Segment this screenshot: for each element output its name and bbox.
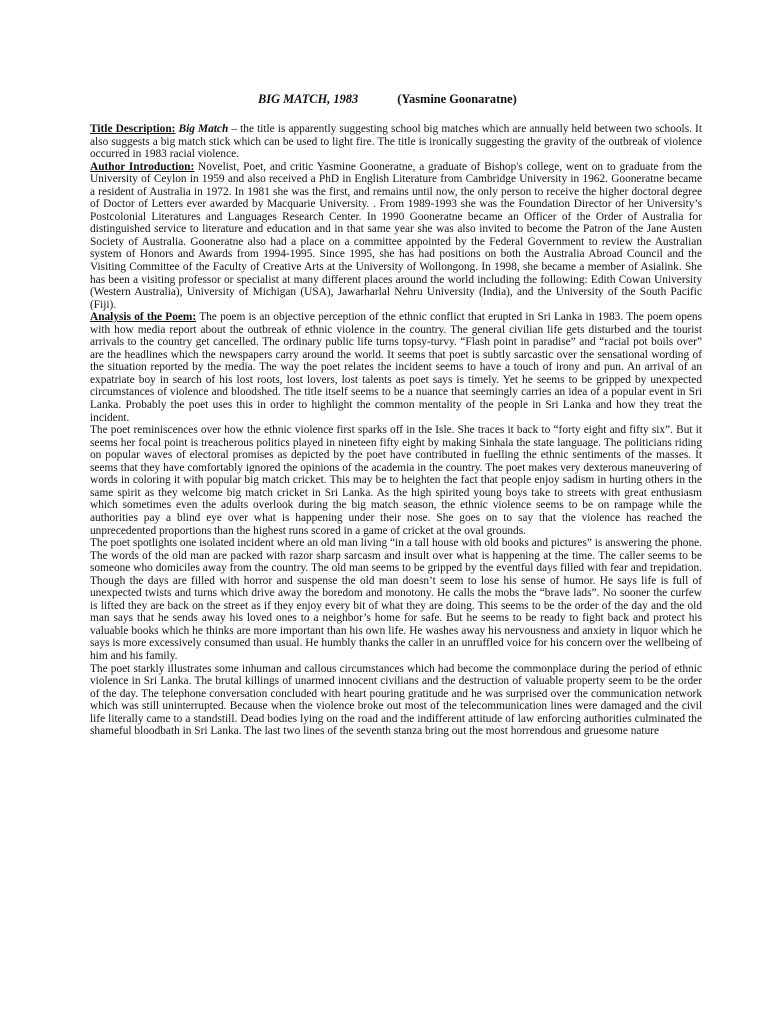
body-paragraph: The poet spotlights one isolated incident where an old man living “in a tall house with old books and pictures” is answering the phone. The words of the old man are packed with razor sharp sarcasm and insult over what is happening at the time. The caller seems to be someone who domiciles away from the country. The old man seems to be gripped by the eventful days filled with fear and trepidation. Though the days are filled with horror and suspense the old man doesn’t seem to lose his sense of humor. He says life is full of unexpected twists and turns which drive away the boredom and monotony. He calls the mobs the “brave lads”. No sooner the curfew is lifted they are back on the street as if they enjoy every bit of what they are doing. This seems to be the order of the day and the old man says that he sends away his loved ones to a neighbor’s home for safe. But he seems to be ready to fight back and protect his valuable books which he thinks are more important than his own life. He washes away his nervousness and anxiety in liquor which he says is more excessively consumed than usual. He humbly thanks the caller in an unruffled voice for his concern over the wellbeing of him and his family. (90, 537, 702, 662)
title-description-paragraph (90, 123, 702, 161)
poet-name: (Yasmine Goonaratne) (397, 92, 517, 106)
page-title (258, 92, 702, 107)
author-introduction-text: Novelist, Poet, and critic Yasmine Gooneratne, a graduate of Bishop's college, went on to graduate from the University of Ceylon in 1959 and also received a PhD in English Literature from Cambridge University in 1962. Gooneratne became a resident of Australia in 1972. In 1981 she was the first, and remains until now, the only person to receive the higher doctoral degree of Doctor of Letters ever awarded by Macquarie University. . From 1989-1993 she was the Foundation Director of her University’s Postcolonial Literatures and Languages Research Center. In 1990 Gooneratne became an Officer of the Order of Australia for distinguished service to literature and education and in that same year she was also invited to become the Patron of the Jane Austen Society of Australia. Gooneratne also had a place on a committee appointed by the Federal Government to review the Australian system of Honors and Awards from 1994-1995. Since 1995, she has had positions on both the Australia Abroad Council and the Visiting Committee of the Faculty of Creative Arts at the University of Wollongong. In 1998, she became a member of Asialink. She has been a visiting professor or specialist at many different places around the world including the following: Edith Cowan University (Western Australia), University of Michigan (USA), Jawarharlal Nehru University (India), and the University of the South Pacific (Fiji). (90, 160, 702, 311)
analysis-text: The poem is an objective perception of the ethnic conflict that erupted in Sri Lanka in 1983. The poem opens with how media report about the outbreak of ethnic violence in the country. The general civilian life gets disturbed and the tourist arrivals to the country get cancelled. The ordinary public life turns topsy-turvy. “Flash point in paradise” and “racial pot boils over” are the headlines which the newspapers carry around the world. It seems that poet is subtly sarcastic over the sensational wording of the situation reported by the media. The way the poet relates the incident seems to have a touch of irony and pun. An arrival of an expatriate boy in search of his lost roots, lost lovers, lost talents as poet says is timely. Yet he seems to be gripped by unexpected circumstances of violence and bloodshed. The title itself seems to be a nuance that seemingly carries an idea of a popular event in Sri Lanka. Probably the poet uses this in order to highlight the common mentality of the people in Sri Lanka and how they treat the incident. (90, 311, 702, 424)
poem-title: BIG MATCH, 1983 (258, 92, 359, 106)
title-emphasis: Big Match (178, 123, 229, 135)
body-paragraph: The poet reminiscences over how the ethnic violence first sparks off in the Isle. She traces it back to “forty eight and fifty six”. But it seems her focal point is treacherous politics played in nineteen fifty eight by making Sinhala the state language. The politicians riding on popular waves of electoral promises as depicted by the poet have contributed in fuelling the ethnic sentiments of the masses. It seems that they have comfortably ignored the opinions of the academia in the country. The poet makes very dexterous maneuvering of words in coloring it with popular big match cricket. This may be to heighten the fact that people enjoy sadism in hurting others in the same spirit as they welcome big match cricket in Sri Lanka. As the high spirited young boys take to streets with great enthusiasm which sometimes even the adults overlook during the big match season, the ethnic violence seems to be on rampage while the authorities pay a blind eye over what is happening under their nose. She goes on to say that the violence has reached the unprecedented proportions than the highest runs scored in a game of cricket at the oval grounds. (90, 424, 702, 537)
author-introduction-heading: Author Introduction: (90, 160, 195, 173)
title-description-text: – the title is apparently suggesting school big matches which are annually held between two schools. It also suggests a big match stick which can be used to light fire. The title is ironically suggesting the gravity of the outbreak of violence occurred in 1983 racial violence. (90, 123, 702, 161)
analysis-paragraph (90, 311, 702, 424)
author-introduction-paragraph (90, 161, 702, 312)
title-description-heading: Title Description: (90, 123, 176, 135)
analysis-heading: Analysis of the Poem: (90, 311, 197, 324)
document-body (90, 123, 702, 738)
body-paragraph: The poet starkly illustrates some inhuman and callous circumstances which had become the commonplace during the period of ethnic violence in Sri Lanka. The brutal killings of unarmed innocent civilians and the destruction of valuable property seem to be the order of the day. The telephone conversation concluded with heart pouring gratitude and he was surprised over the communication network which was still uninterrupted. Because when the violence broke out most of the telecommunication lines were damaged and the civil life literally came to a standstill. Dead bodies lying on the road and the indifferent attitude of law enforcing authorities culminated the shameful bloodbath in Sri Lanka. The last two lines of the seventh stanza bring out the most horrendous and gruesome nature (90, 662, 702, 738)
